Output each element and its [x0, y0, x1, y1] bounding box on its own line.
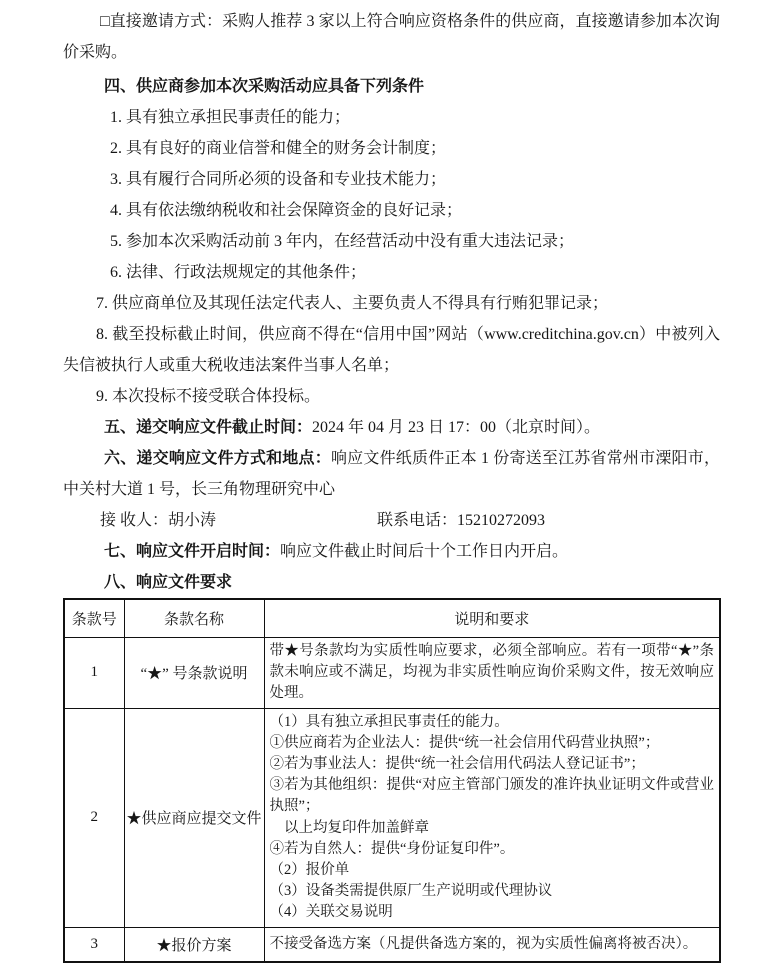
table-row	[64, 927, 720, 962]
column-header-description: 说明和要求	[264, 599, 720, 638]
section6-label: 六、递交响应文件方式和地点：	[104, 450, 331, 467]
table-header-row	[64, 599, 720, 638]
list-item: 5. 参加本次采购活动前 3 年内，在经营活动中没有重大违法记录；	[110, 233, 575, 250]
cell-clause-name: “★” 号条款说明	[124, 638, 264, 709]
intro-text: 直接邀请方式：采购人推荐 3 家以上符合响应资格条件的供应商，直接邀请参加本次询价采购。	[63, 13, 720, 61]
phone	[377, 505, 545, 536]
receiver-label: 接 收人：	[100, 512, 169, 529]
table-row	[64, 638, 720, 709]
description-line: （2）报价单	[269, 862, 350, 879]
section6-text: 响应文件纸质件正本 1 份寄送至江苏省常州市溧阳市，中关村大道 1 号，长三角物理研究中心	[63, 450, 720, 498]
description-line: 以上均复印件加盖鲜章	[269, 819, 429, 836]
list-item: 7. 供应商单位及其现任法定代表人、主要负责人不得具有行贿犯罪记录；	[96, 295, 609, 312]
phone-number: 15210272093	[457, 512, 546, 529]
cell-clause-name: ★报价方案	[124, 927, 264, 962]
section4-heading: 四、供应商参加本次采购活动应具备下列条件	[104, 78, 425, 95]
description-line: （3）设备类需提供原厂生产说明或代理协议	[269, 883, 553, 900]
section6-paragraph	[63, 443, 720, 505]
list-item: 9. 本次投标不接受联合体投标。	[96, 388, 321, 405]
list-item: 1. 具有独立承担民事责任的能力；	[110, 109, 351, 126]
cell-description	[264, 708, 720, 927]
receiver-name: 胡小涛	[168, 512, 217, 529]
list-item: 4. 具有依法缴纳税收和社会保障资金的良好记录；	[110, 202, 463, 219]
column-header-clause-name: 条款名称	[124, 599, 264, 638]
list-item: 6. 法律、行政法规规定的其他条件；	[110, 264, 367, 281]
section8-heading: 八、响应文件要求	[104, 574, 233, 591]
section4-list	[63, 102, 720, 412]
description-line: （1）具有独立承担民事责任的能力。	[269, 713, 509, 730]
contact-line	[63, 505, 720, 536]
table-row	[64, 708, 720, 927]
section7-paragraph	[63, 536, 720, 567]
description-line: （4）关联交易说明	[269, 904, 393, 921]
description-line: 不接受备选方案（凡提供备选方案的，视为实质性偏离将被否决）。	[269, 935, 698, 952]
section5-text: 2024 年 04 月 23 日 17：00（北京时间）。	[312, 419, 601, 436]
requirements-table	[63, 598, 721, 963]
cell-clause-no: 3	[64, 927, 124, 962]
column-header-clause-no: 条款号	[64, 599, 124, 638]
section5-label: 五、递交响应文件截止时间：	[104, 419, 313, 436]
checkbox-icon: □	[100, 13, 110, 30]
description-line: ④若为自然人：提供“身份证复印件”。	[269, 840, 515, 857]
phone-label: 联系电话：	[377, 512, 458, 529]
list-item: 3. 具有履行合同所必须的设备和专业技术能力；	[110, 171, 447, 188]
section5-paragraph	[63, 412, 720, 443]
cell-clause-name: ★供应商应提交文件	[124, 708, 264, 927]
receiver	[100, 505, 377, 536]
section7-text: 响应文件截止时间后十个工作日内开启。	[280, 543, 569, 560]
list-item: 8. 截至投标截止时间，供应商不得在“信用中国”网站（www.creditchina.gov.cn）中被列入失信被执行人或重大税收违法案件当事人名单；	[63, 326, 720, 374]
description-line: 带★号条款均为实质性响应要求，必须全部响应。若有一项带“★”条款未响应或不满足，均视为非实质性响应询价采购文件，按无效响应处理。	[269, 643, 714, 702]
cell-clause-no: 2	[64, 708, 124, 927]
description-line: ③若为其他组织：提供“对应主管部门颁发的准许执业证明文件或营业执照”；	[269, 777, 714, 815]
cell-description	[264, 927, 720, 962]
cell-clause-no: 1	[64, 638, 124, 709]
description-line: ①供应商若为企业法人：提供“统一社会信用代码营业执照”；	[269, 734, 660, 751]
description-line: ②若为事业法人：提供“统一社会信用代码法人登记证书”；	[269, 756, 645, 773]
section7-label: 七、响应文件开启时间：	[104, 543, 281, 560]
list-item: 2. 具有良好的商业信誉和健全的财务会计制度；	[110, 140, 447, 157]
cell-description	[264, 638, 720, 709]
intro-paragraph	[63, 6, 720, 68]
